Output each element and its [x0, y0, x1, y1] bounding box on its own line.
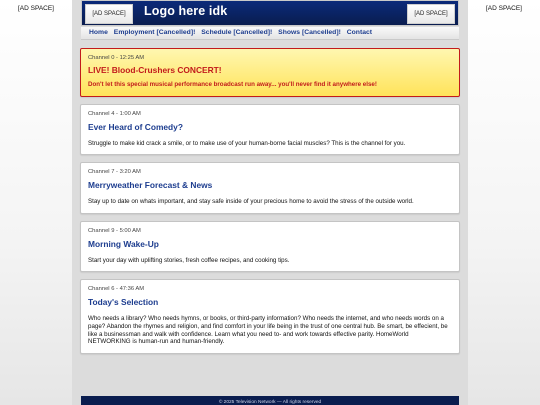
header-ad-right: [407, 4, 455, 24]
nav-employment[interactable]: Employment [Cancelled]!: [113, 29, 196, 36]
site-footer: [81, 396, 459, 405]
listing-card[interactable]: [80, 221, 460, 273]
header-ad-left-label: [AD SPACE]: [92, 11, 126, 17]
header-ad-left: [85, 4, 133, 24]
listing-title[interactable]: Today's Selection: [88, 297, 159, 308]
right-ad-label: [AD SPACE]: [485, 5, 522, 12]
left-ad-space: [0, 0, 72, 405]
listing-meta: Channel 6 - 47:36 AM: [88, 286, 145, 293]
footer-text: © 2025 Television Network — All rights reserved: [218, 400, 322, 405]
header-ad-right-label: [AD SPACE]: [414, 11, 448, 17]
nav-contact[interactable]: Contact: [346, 29, 373, 36]
listing-featured[interactable]: [80, 48, 460, 97]
listing-card[interactable]: [80, 162, 460, 214]
main-nav: [81, 27, 459, 40]
listing-description: Struggle to make kid crack a smile, or to make use of your human-borne facial muscles? This is the channel for you.: [88, 139, 406, 147]
right-ad-space: [468, 0, 540, 405]
listing-title[interactable]: Morning Wake-Up: [88, 238, 159, 249]
listing-description: Who needs a library? Who needs hymns, or books, or third-party information? Who needs the internet, and who needs words on a page? Abandon the rhymes and religion, and find comfort in your life being in the trust of one central hub. Be smart, be effecient, be like a businessman and walk with confidence. Learn what you need to- and work towards effective parity. HomeWorld NETWORKING is human-run and human-friendly.: [88, 315, 448, 346]
listing-title[interactable]: Merryweather Forecast & News: [88, 180, 213, 191]
listing-description: Start your day with uplifting stories, fresh coffee recipes, and cooking tips.: [88, 256, 290, 264]
listing-description: Don't let this special musical performance broadcast run away... you'll never find it anywhere else!: [88, 81, 377, 88]
listing-title[interactable]: LIVE! Blood-Crushers CONCERT!: [88, 65, 222, 75]
nav-home[interactable]: Home: [89, 29, 108, 36]
listing-meta: Channel 9 - 5:00 AM: [88, 227, 141, 234]
listing-description: Stay up to date on whats important, and stay safe inside of your precious home to avoid the stress of the outside world.: [88, 198, 414, 206]
listing-meta: Channel 0 - 12:25 AM: [88, 55, 145, 61]
nav-schedule[interactable]: Schedule [Cancelled]!: [201, 29, 273, 36]
nav-shows[interactable]: Shows [Cancelled]!: [278, 29, 341, 36]
site-header: [81, 0, 459, 26]
listing-meta: Channel 4 - 1:00 AM: [88, 110, 141, 117]
main-column: [72, 0, 468, 405]
listing-title[interactable]: Ever Heard of Comedy?: [88, 121, 183, 132]
schedule-list: [80, 48, 460, 361]
listing-card[interactable]: [80, 279, 460, 353]
listing-meta: Channel 7 - 3:20 AM: [88, 169, 141, 176]
left-ad-label: [AD SPACE]: [17, 5, 54, 12]
site-logo[interactable]: Logo here idk: [144, 4, 228, 18]
listing-card[interactable]: [80, 104, 460, 156]
